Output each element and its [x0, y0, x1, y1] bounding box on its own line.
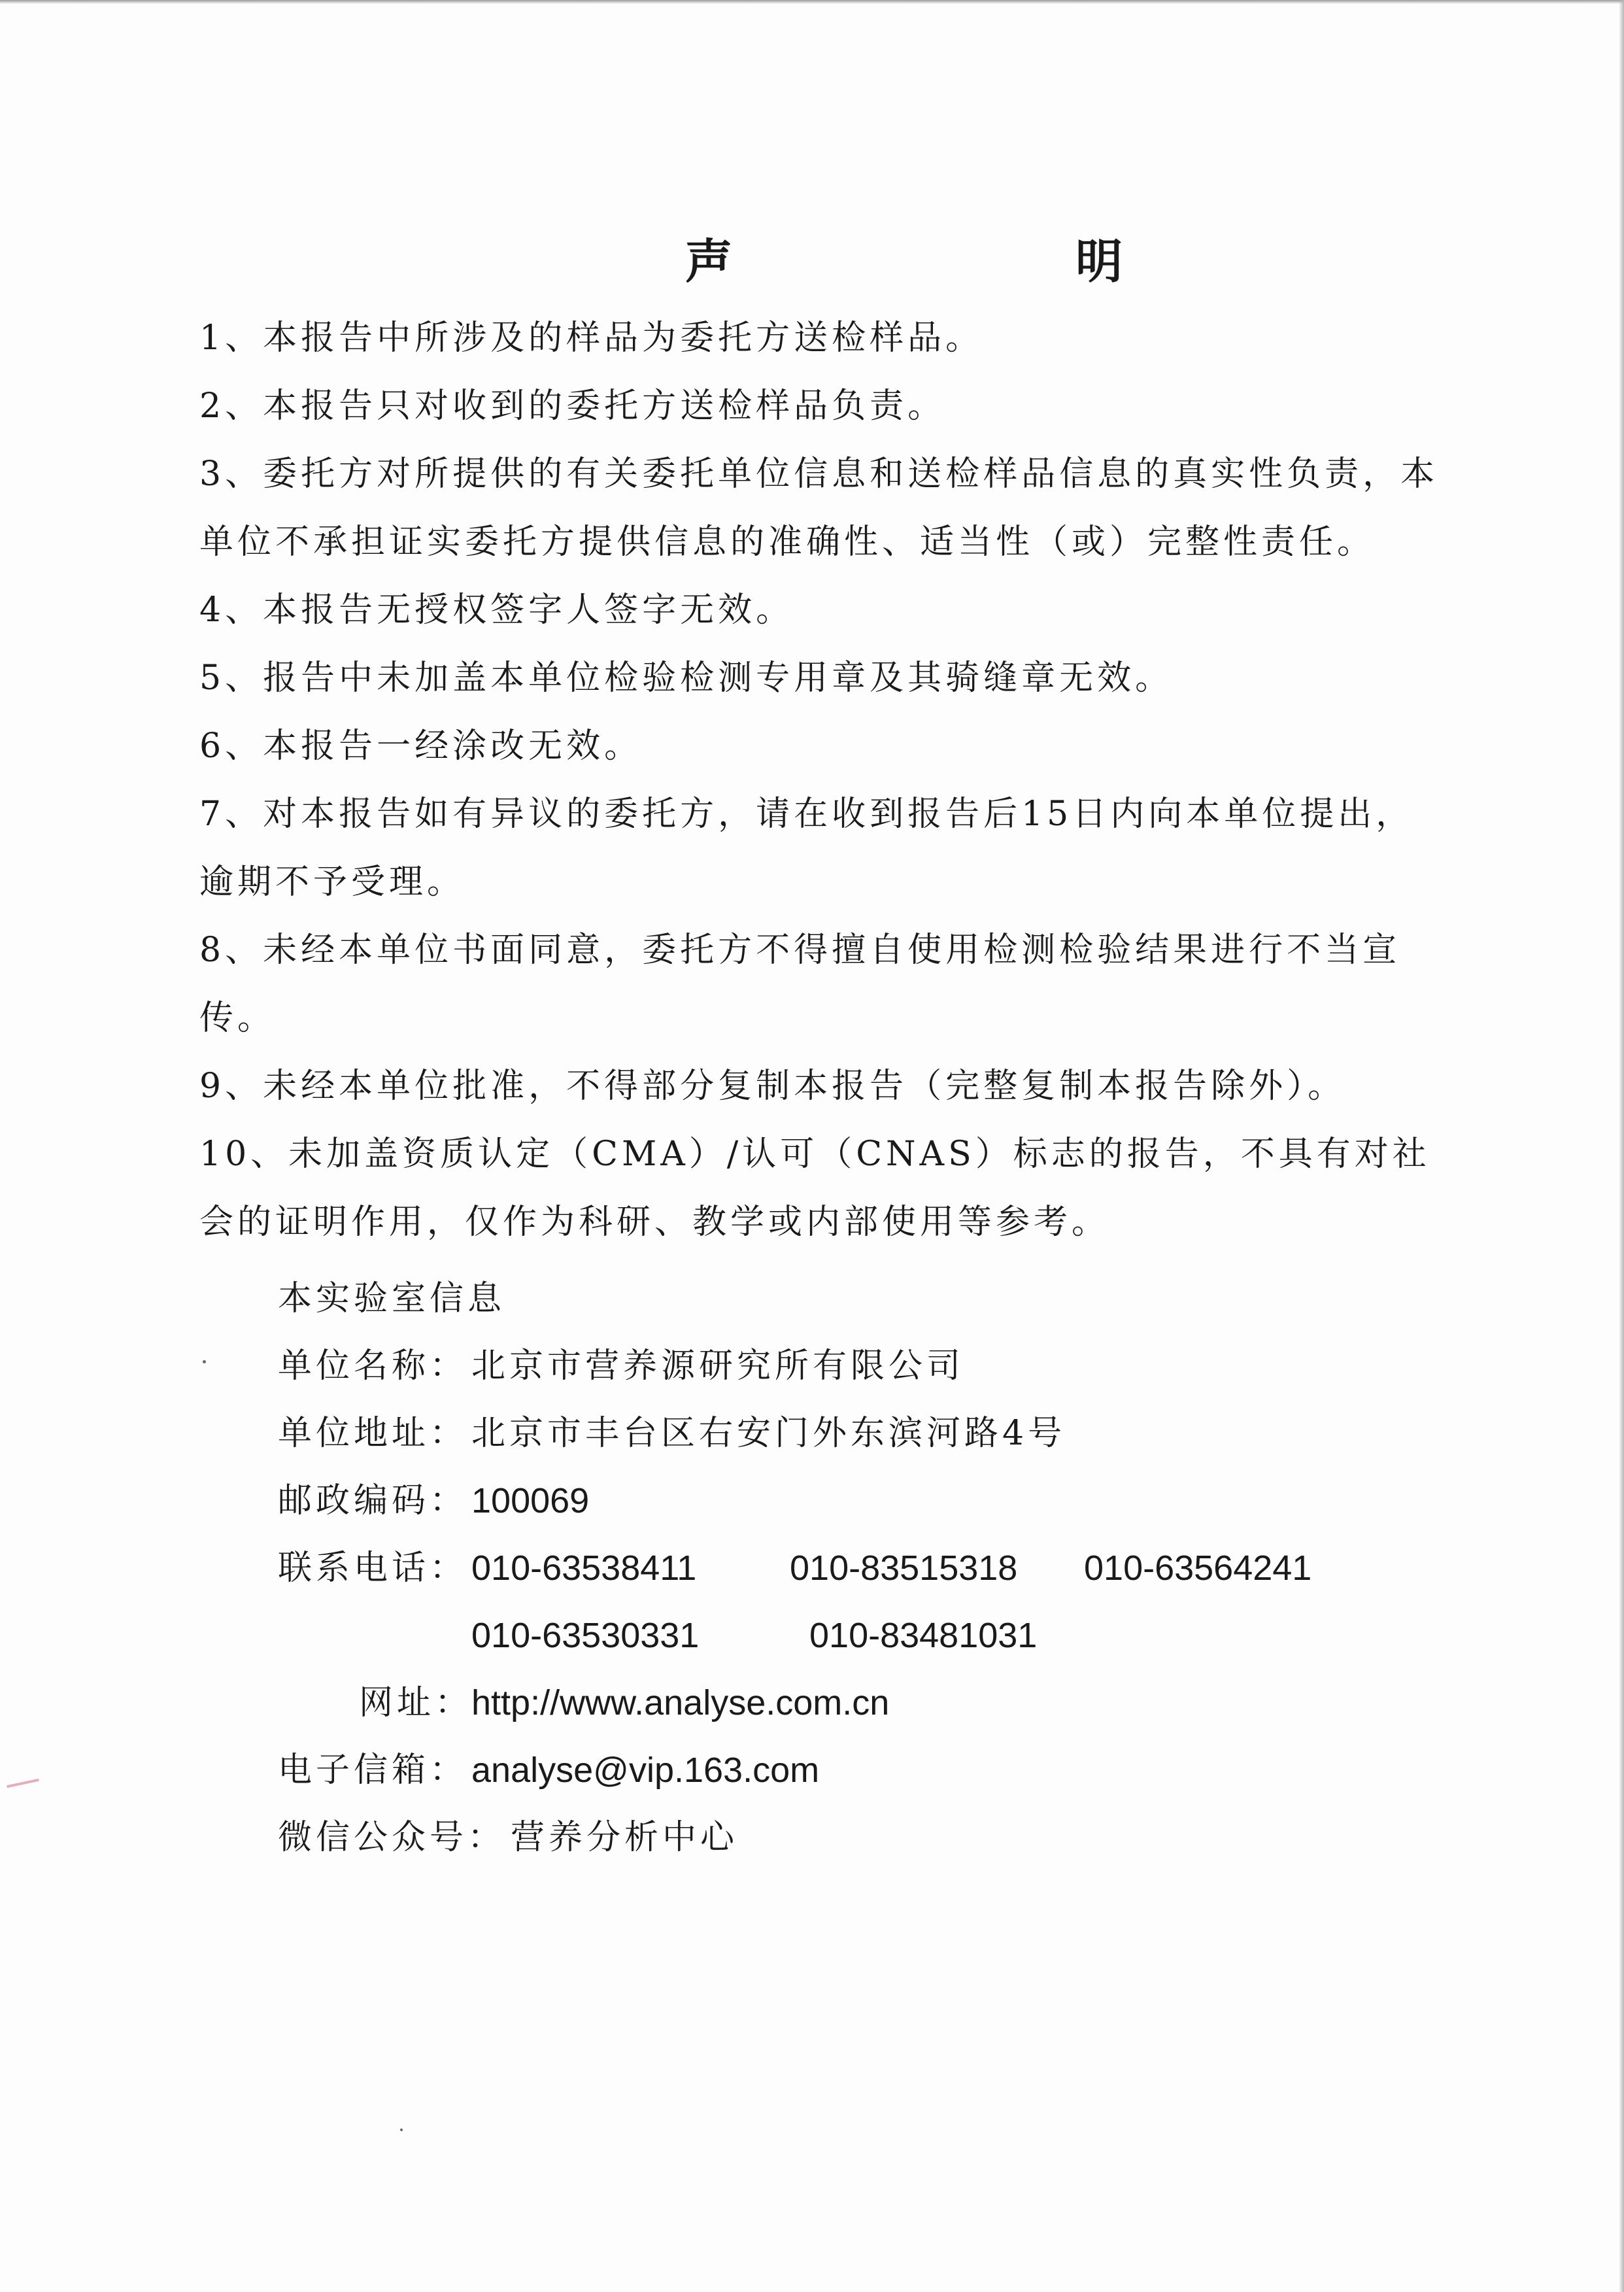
scan-speck — [203, 1360, 206, 1363]
clause-8: 8、未经本单位书面同意，委托方不得擅自使用检测检验结果进行不当宣传。 — [199, 931, 1401, 1038]
lab-wechat-value: 营养分析中心 — [511, 1818, 739, 1857]
lab-name-value: 北京市营养源研究所有限公司 — [471, 1346, 965, 1386]
lab-website-label: 网址： — [359, 1683, 473, 1722]
lab-address-label: 单位地址： — [278, 1414, 468, 1453]
lab-phone-1: 010-63538411 — [471, 1548, 697, 1588]
page-title: 声 明 — [685, 233, 1287, 289]
scan-edge-top — [0, 0, 1624, 4]
scan-red-mark — [7, 1779, 39, 1788]
scan-speck — [400, 2129, 403, 2131]
clause-9: 9、未经本单位批准，不得部分复制本报告（完整复制本报告除外）。 — [199, 1067, 1346, 1106]
clause-1: 1、本报告中所涉及的样品为委托方送检样品。 — [199, 318, 984, 358]
clause-5: 5、报告中未加盖本单位检验检测专用章及其骑缝章无效。 — [199, 659, 1174, 698]
lab-address-value: 北京市丰台区右安门外东滨河路4号 — [471, 1414, 1066, 1453]
lab-phone-5: 010-83481031 — [809, 1616, 1038, 1655]
lab-phone-3: 010-63564241 — [1084, 1548, 1312, 1588]
lab-postcode-label: 邮政编码： — [278, 1481, 468, 1520]
clause-10: 10、未加盖资质认定（CMA）/认可（CNAS）标志的报告，不具有对社会的证明作用，仅作为科研、教学或内部使用等参考。 — [199, 1135, 1430, 1242]
lab-email-label: 电子信箱： — [278, 1751, 468, 1790]
lab-postcode-value: 100069 — [471, 1481, 590, 1520]
clause-6: 6、本报告一经涂改无效。 — [199, 727, 643, 766]
clause-7: 7、对本报告如有异议的委托方，请在收到报告后15日内向本单位提出，逾期不予受理。 — [199, 795, 1414, 902]
lab-phone-label: 联系电话： — [278, 1548, 468, 1588]
clause-2: 2、本报告只对收到的委托方送检样品负责。 — [199, 386, 946, 426]
lab-phone-2: 010-83515318 — [790, 1548, 1018, 1588]
declaration-clauses — [199, 304, 1448, 1256]
clause-4: 4、本报告无授权签字人签字无效。 — [199, 590, 794, 630]
lab-phone-4: 010-63530331 — [471, 1616, 700, 1655]
lab-website-value: http://www.analyse.com.cn — [471, 1683, 890, 1722]
clause-3: 3、委托方对所提供的有关委托单位信息和送检样品信息的真实性负责，本单位不承担证实委托方提供信息的准确性、适当性（或）完整性责任。 — [199, 454, 1439, 562]
lab-wechat-label: 微信公众号： — [278, 1818, 506, 1857]
lab-email-value: analyse@vip.163.com — [471, 1751, 820, 1790]
scan-edge-right — [1619, 0, 1624, 2292]
lab-name-label: 单位名称： — [278, 1346, 468, 1386]
lab-info-heading: 本实验室信息 — [278, 1279, 506, 1318]
